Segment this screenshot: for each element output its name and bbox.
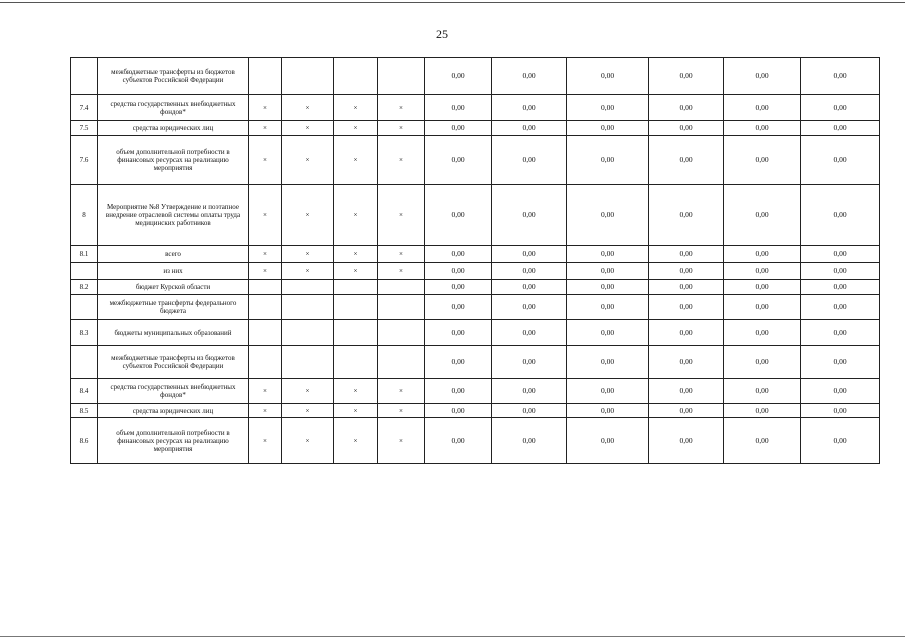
row-number: 8.1 — [71, 246, 98, 263]
value-cell: 0,00 — [649, 136, 724, 185]
mark-cell — [249, 320, 282, 346]
value-cell: 0,00 — [649, 280, 724, 295]
budget-table — [70, 57, 880, 464]
mark-cell: × — [249, 95, 282, 121]
value-cell: 0,00 — [801, 418, 880, 464]
row-number: 7.5 — [71, 121, 98, 136]
value-cell: 0,00 — [425, 346, 492, 379]
value-cell: 0,00 — [801, 295, 880, 320]
value-cell: 0,00 — [425, 58, 492, 95]
value-cell: 0,00 — [492, 58, 567, 95]
value-cell: 0,00 — [425, 136, 492, 185]
table-row — [71, 404, 880, 418]
value-cell: 0,00 — [724, 295, 801, 320]
table-row — [71, 418, 880, 464]
value-cell: 0,00 — [425, 95, 492, 121]
mark-cell: × — [334, 404, 378, 418]
value-cell: 0,00 — [649, 95, 724, 121]
row-number — [71, 58, 98, 95]
mark-cell — [378, 280, 425, 295]
table-row — [71, 95, 880, 121]
mark-cell — [282, 295, 334, 320]
mark-cell: × — [334, 185, 378, 246]
value-cell: 0,00 — [724, 346, 801, 379]
value-cell: 0,00 — [492, 404, 567, 418]
row-name: бюджет Курской области — [98, 280, 249, 295]
mark-cell: × — [378, 404, 425, 418]
value-cell: 0,00 — [492, 95, 567, 121]
value-cell: 0,00 — [724, 320, 801, 346]
mark-cell: × — [378, 379, 425, 404]
value-cell: 0,00 — [724, 95, 801, 121]
value-cell: 0,00 — [649, 404, 724, 418]
value-cell: 0,00 — [724, 58, 801, 95]
mark-cell: × — [282, 95, 334, 121]
table-row — [71, 185, 880, 246]
mark-cell: × — [378, 185, 425, 246]
mark-cell: × — [249, 379, 282, 404]
value-cell: 0,00 — [425, 295, 492, 320]
mark-cell — [249, 346, 282, 379]
table-row — [71, 295, 880, 320]
value-cell: 0,00 — [567, 95, 649, 121]
value-cell: 0,00 — [425, 246, 492, 263]
table-row — [71, 246, 880, 263]
mark-cell — [282, 320, 334, 346]
row-name: межбюджетные трансферты из бюджетов субъектов Российской Федерации — [98, 346, 249, 379]
row-name: межбюджетные трансферты из бюджетов субъектов Российской Федерации — [98, 58, 249, 95]
mark-cell: × — [334, 418, 378, 464]
value-cell: 0,00 — [492, 263, 567, 280]
row-number: 7.6 — [71, 136, 98, 185]
value-cell: 0,00 — [649, 346, 724, 379]
mark-cell — [282, 346, 334, 379]
mark-cell: × — [282, 246, 334, 263]
mark-cell — [249, 58, 282, 95]
value-cell: 0,00 — [724, 379, 801, 404]
value-cell: 0,00 — [724, 263, 801, 280]
value-cell: 0,00 — [567, 58, 649, 95]
mark-cell — [334, 58, 378, 95]
mark-cell — [249, 295, 282, 320]
value-cell: 0,00 — [724, 121, 801, 136]
value-cell: 0,00 — [649, 379, 724, 404]
value-cell: 0,00 — [724, 136, 801, 185]
value-cell: 0,00 — [567, 404, 649, 418]
mark-cell: × — [249, 185, 282, 246]
value-cell: 0,00 — [425, 185, 492, 246]
value-cell: 0,00 — [492, 136, 567, 185]
mark-cell — [249, 280, 282, 295]
value-cell: 0,00 — [649, 263, 724, 280]
mark-cell — [378, 346, 425, 379]
value-cell: 0,00 — [801, 136, 880, 185]
value-cell: 0,00 — [649, 418, 724, 464]
value-cell: 0,00 — [801, 95, 880, 121]
value-cell: 0,00 — [567, 121, 649, 136]
mark-cell: × — [249, 418, 282, 464]
value-cell: 0,00 — [425, 320, 492, 346]
mark-cell: × — [282, 121, 334, 136]
mark-cell — [378, 320, 425, 346]
mark-cell: × — [378, 246, 425, 263]
mark-cell — [334, 346, 378, 379]
mark-cell: × — [282, 136, 334, 185]
mark-cell — [334, 320, 378, 346]
table-row — [71, 280, 880, 295]
value-cell: 0,00 — [801, 58, 880, 95]
value-cell: 0,00 — [801, 404, 880, 418]
value-cell: 0,00 — [801, 185, 880, 246]
mark-cell — [282, 58, 334, 95]
value-cell: 0,00 — [567, 263, 649, 280]
value-cell: 0,00 — [801, 121, 880, 136]
row-name: средства юридических лиц — [98, 121, 249, 136]
mark-cell: × — [334, 246, 378, 263]
value-cell: 0,00 — [567, 246, 649, 263]
value-cell: 0,00 — [567, 346, 649, 379]
row-number: 7.4 — [71, 95, 98, 121]
table-row — [71, 379, 880, 404]
value-cell: 0,00 — [492, 295, 567, 320]
value-cell: 0,00 — [649, 58, 724, 95]
mark-cell: × — [282, 379, 334, 404]
row-name: Мероприятие №8 Утверждение и поэтапное внедрение отраслевой системы оплаты труда медицинских работников — [98, 185, 249, 246]
value-cell: 0,00 — [649, 246, 724, 263]
value-cell: 0,00 — [567, 295, 649, 320]
table-row — [71, 58, 880, 95]
value-cell: 0,00 — [724, 404, 801, 418]
row-number — [71, 263, 98, 280]
value-cell: 0,00 — [492, 418, 567, 464]
row-number: 8.2 — [71, 280, 98, 295]
value-cell: 0,00 — [425, 280, 492, 295]
row-number: 8.5 — [71, 404, 98, 418]
row-name: из них — [98, 263, 249, 280]
mark-cell: × — [334, 95, 378, 121]
mark-cell — [334, 280, 378, 295]
mark-cell — [282, 280, 334, 295]
mark-cell: × — [249, 136, 282, 185]
value-cell: 0,00 — [567, 418, 649, 464]
mark-cell: × — [334, 121, 378, 136]
row-number: 8 — [71, 185, 98, 246]
page-number: 25 — [436, 27, 448, 41]
value-cell: 0,00 — [801, 320, 880, 346]
value-cell: 0,00 — [492, 185, 567, 246]
value-cell: 0,00 — [492, 246, 567, 263]
top-rule — [0, 2, 905, 3]
value-cell: 0,00 — [492, 379, 567, 404]
row-name: средства государственных внебюджетных фондов* — [98, 379, 249, 404]
row-name: средства государственных внебюджетных фондов* — [98, 95, 249, 121]
mark-cell: × — [282, 418, 334, 464]
mark-cell: × — [282, 263, 334, 280]
mark-cell: × — [378, 95, 425, 121]
mark-cell: × — [334, 263, 378, 280]
value-cell: 0,00 — [425, 379, 492, 404]
value-cell: 0,00 — [724, 185, 801, 246]
mark-cell: × — [249, 404, 282, 418]
row-name: объем дополнительной потребности в финансовых ресурсах на реализацию мероприятия — [98, 418, 249, 464]
value-cell: 0,00 — [724, 418, 801, 464]
value-cell: 0,00 — [567, 320, 649, 346]
value-cell: 0,00 — [425, 404, 492, 418]
value-cell: 0,00 — [801, 346, 880, 379]
mark-cell: × — [334, 136, 378, 185]
row-number: 8.6 — [71, 418, 98, 464]
value-cell: 0,00 — [649, 121, 724, 136]
mark-cell: × — [249, 121, 282, 136]
mark-cell: × — [378, 418, 425, 464]
table-row — [71, 263, 880, 280]
mark-cell: × — [249, 246, 282, 263]
mark-cell — [334, 295, 378, 320]
value-cell: 0,00 — [492, 346, 567, 379]
mark-cell — [378, 295, 425, 320]
row-number — [71, 346, 98, 379]
mark-cell: × — [282, 404, 334, 418]
value-cell: 0,00 — [801, 280, 880, 295]
row-name: бюджеты муниципальных образований — [98, 320, 249, 346]
mark-cell — [378, 58, 425, 95]
table-row — [71, 346, 880, 379]
value-cell: 0,00 — [492, 121, 567, 136]
value-cell: 0,00 — [567, 379, 649, 404]
bottom-rule — [0, 636, 905, 637]
value-cell: 0,00 — [801, 246, 880, 263]
value-cell: 0,00 — [425, 418, 492, 464]
value-cell: 0,00 — [425, 263, 492, 280]
table-row — [71, 320, 880, 346]
value-cell: 0,00 — [801, 379, 880, 404]
row-name: средства юридических лиц — [98, 404, 249, 418]
value-cell: 0,00 — [724, 246, 801, 263]
row-number: 8.4 — [71, 379, 98, 404]
value-cell: 0,00 — [649, 295, 724, 320]
mark-cell: × — [249, 263, 282, 280]
value-cell: 0,00 — [425, 121, 492, 136]
value-cell: 0,00 — [567, 136, 649, 185]
table-row — [71, 121, 880, 136]
row-number: 8.3 — [71, 320, 98, 346]
row-name: объем дополнительной потребности в финансовых ресурсах на реализацию мероприятия — [98, 136, 249, 185]
value-cell: 0,00 — [801, 263, 880, 280]
value-cell: 0,00 — [649, 185, 724, 246]
table-row — [71, 136, 880, 185]
value-cell: 0,00 — [649, 320, 724, 346]
row-number — [71, 295, 98, 320]
value-cell: 0,00 — [492, 280, 567, 295]
mark-cell: × — [378, 121, 425, 136]
value-cell: 0,00 — [724, 280, 801, 295]
value-cell: 0,00 — [567, 185, 649, 246]
mark-cell: × — [334, 379, 378, 404]
mark-cell: × — [282, 185, 334, 246]
value-cell: 0,00 — [492, 320, 567, 346]
row-name: всего — [98, 246, 249, 263]
mark-cell: × — [378, 263, 425, 280]
mark-cell: × — [378, 136, 425, 185]
row-name: межбюджетные трансферты федерального бюджета — [98, 295, 249, 320]
value-cell: 0,00 — [567, 280, 649, 295]
